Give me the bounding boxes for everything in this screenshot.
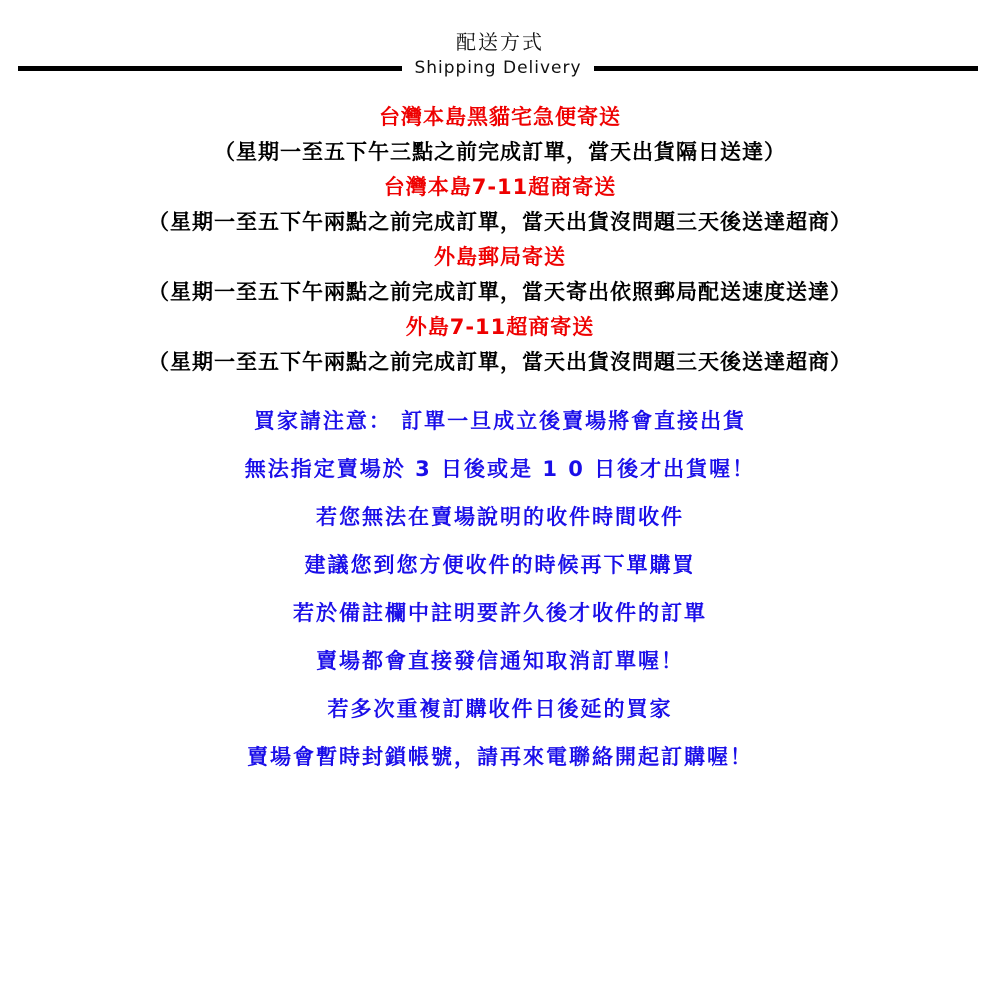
delivery-option-title: 外島7-11超商寄送 [405, 315, 595, 339]
delivery-option-note: （星期一至五下午兩點之前完成訂單，當天出貨沒問題三天後送達超商） [148, 210, 852, 234]
header-rule-left [18, 66, 402, 71]
header-title-row [18, 56, 978, 80]
delivery-option-title: 外島郵局寄送 [434, 245, 566, 269]
notice-line: 買家請注意： 訂單一旦成立後賣場將會直接出貨 [253, 409, 747, 433]
buyer-notice [0, 397, 1000, 781]
header-rule-right [594, 66, 978, 71]
notice-line: 賣場都會直接發信通知取消訂單喔！ [316, 649, 684, 673]
delivery-option-note: （星期一至五下午兩點之前完成訂單，當天出貨沒問題三天後送達超商） [148, 350, 852, 374]
notice-line: 無法指定賣場於 3 日後或是 1 0 日後才出貨喔！ [244, 457, 756, 481]
notice-line: 若您無法在賣場說明的收件時間收件 [316, 505, 684, 529]
header-title-chinese: 配送方式 [456, 30, 544, 54]
shipping-header [0, 28, 1000, 88]
delivery-options-list [0, 100, 1000, 380]
delivery-option-note: （星期一至五下午三點之前完成訂單，當天出貨隔日送達） [214, 140, 786, 164]
delivery-option-note: （星期一至五下午兩點之前完成訂單，當天寄出依照郵局配送速度送達） [148, 280, 852, 304]
notice-line: 若多次重複訂購收件日後延的買家 [327, 697, 673, 721]
delivery-option-title: 台灣本島黑貓宅急便寄送 [379, 105, 621, 129]
header-title-english: Shipping Delivery [414, 58, 582, 78]
notice-line: 建議您到您方便收件的時候再下單購買 [304, 553, 696, 577]
notice-line: 賣場會暫時封鎖帳號，請再來電聯絡開起訂購喔！ [247, 745, 753, 769]
delivery-option-title: 台灣本島7-11超商寄送 [383, 175, 617, 199]
notice-line: 若於備註欄中註明要許久後才收件的訂單 [293, 601, 707, 625]
